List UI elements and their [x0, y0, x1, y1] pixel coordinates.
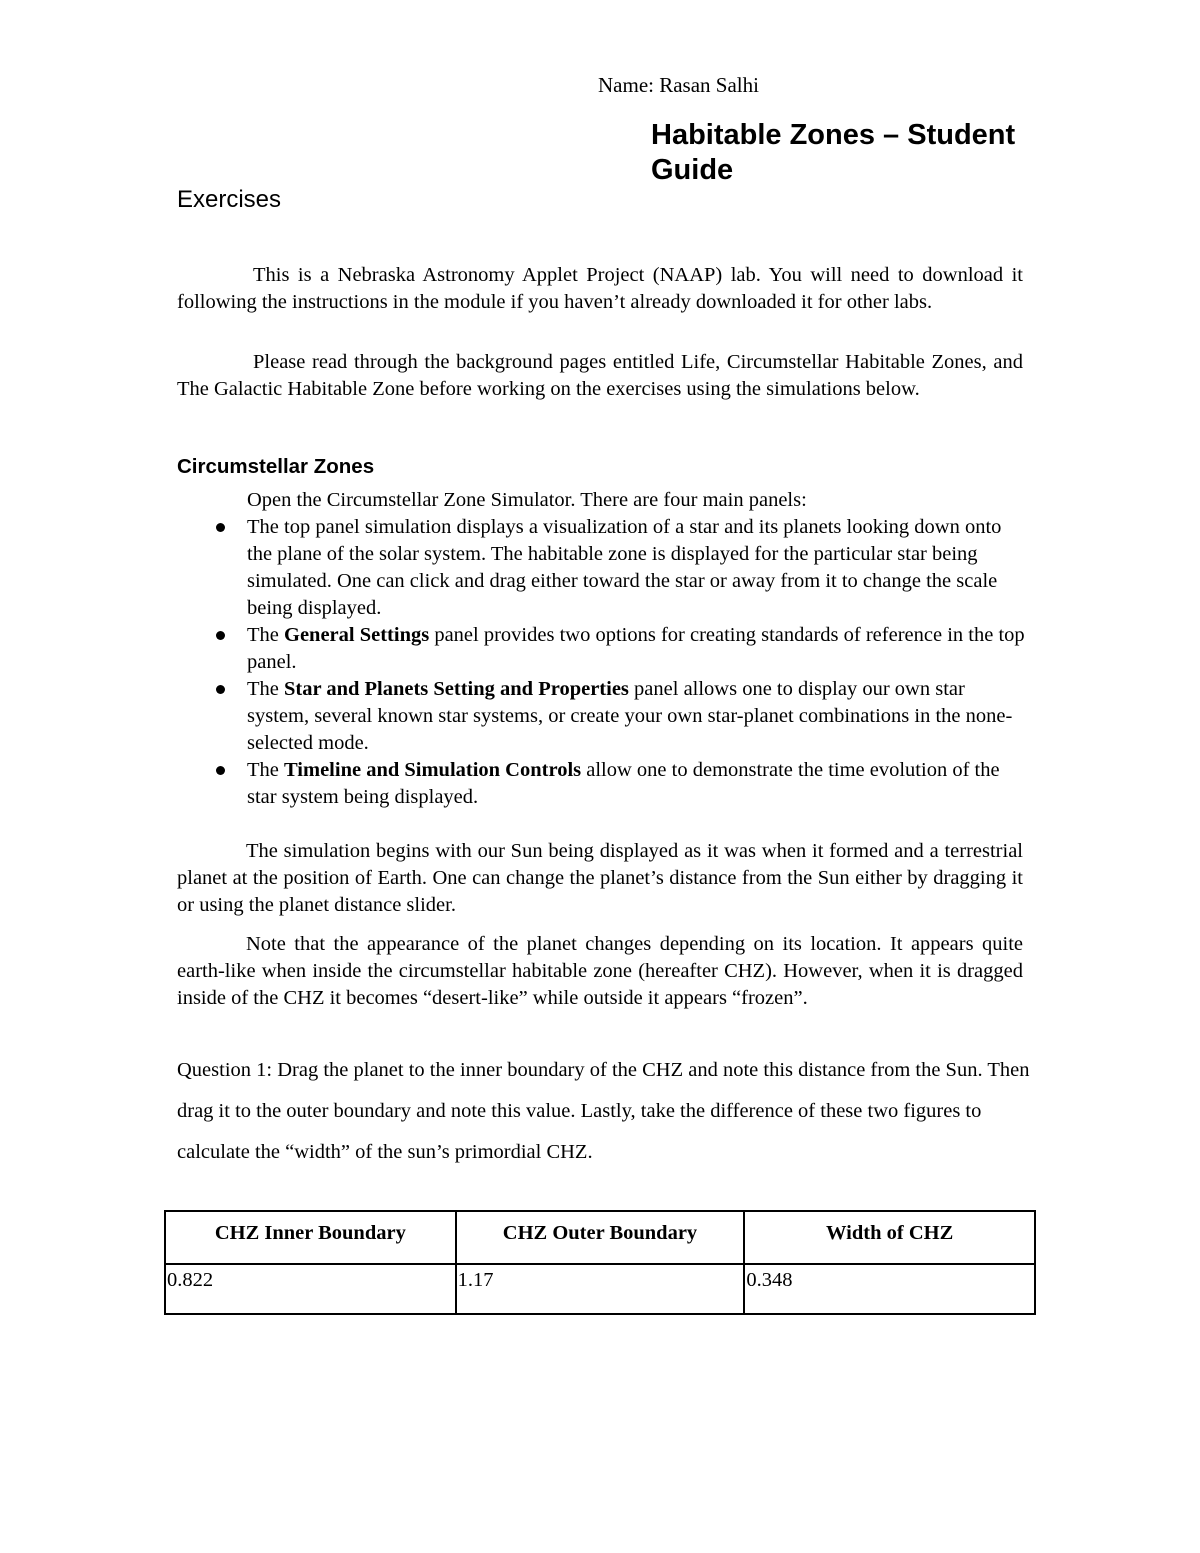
- table-cell-width[interactable]: 0.348: [744, 1264, 1035, 1314]
- bullet-text-pre: The: [247, 624, 284, 646]
- bullet-text-pre: The: [247, 678, 284, 700]
- panel-bullet-list: [247, 514, 1027, 811]
- bullet-text-post: allow one to demonstrate the time evolution of the star system being displayed.: [247, 759, 1000, 808]
- bullet-bold-term: General Settings: [284, 624, 430, 646]
- bullet-item-star-planets: [247, 676, 1027, 757]
- table-cell-inner-boundary[interactable]: 0.822: [165, 1264, 456, 1314]
- simulation-begins-paragraph: The simulation begins with our Sun being displayed as it was when it formed and a terrestrial planet at the position of Earth. One can change the planet’s distance from the Sun either by dragging it or using the planet distance slider.: [177, 840, 1023, 916]
- student-name-line: Name: Rasan Salhi: [598, 73, 759, 97]
- table-header-inner-boundary: CHZ Inner Boundary: [165, 1211, 456, 1264]
- bullet-item-general-settings: [247, 622, 1027, 676]
- table-row: [165, 1264, 1035, 1314]
- table-cell-outer-boundary[interactable]: 1.17: [456, 1264, 745, 1314]
- table-header-width: Width of CHZ: [744, 1211, 1035, 1264]
- simulator-intro-line: Open the Circumstellar Zone Simulator. There are four main panels:: [247, 489, 807, 511]
- table-header-outer-boundary: CHZ Outer Boundary: [456, 1211, 745, 1264]
- table-header-row: [165, 1211, 1035, 1264]
- bullet-text-post: panel allows one to display our own star system, several known star systems, or create your own star-planet combinations in the none-selected mode.: [247, 678, 1013, 754]
- planet-appearance-paragraph: Note that the appearance of the planet changes depending on its location. It appears quite earth-like when inside the circumstellar habitable zone (hereafter CHZ). However, when it is dragged inside of the CHZ it becomes “desert-like” while outside it appears “frozen”.: [177, 933, 1023, 1009]
- bullet-bold-term: Star and Planets Setting and Properties: [284, 678, 629, 700]
- chz-answer-table: [164, 1210, 1036, 1315]
- subheading-circumstellar-zones: Circumstellar Zones: [177, 455, 375, 478]
- bullet-text-pre: The: [247, 759, 284, 781]
- bullet-dot-icon: [216, 685, 225, 694]
- document-title: Habitable Zones – Student Guide: [651, 119, 1016, 186]
- intro-paragraph-naap: This is a Nebraska Astronomy Applet Project (NAAP) lab. You will need to download it following the instructions in the module if you haven’t already downloaded it for other labs.: [177, 264, 1023, 313]
- bullet-item-timeline: [247, 757, 1027, 811]
- bullet-text: The top panel simulation displays a visualization of a star and its planets looking down onto the plane of the solar system. The habitable zone is displayed for the particular star being simulated. One can click and drag either toward the star or away from it to change the scale being displayed.: [247, 516, 1002, 619]
- section-heading-exercises: Exercises: [177, 186, 282, 213]
- bullet-dot-icon: [216, 766, 225, 775]
- bullet-dot-icon: [216, 631, 225, 640]
- bullet-item-top-panel: [247, 514, 1027, 622]
- question-1: Question 1: Drag the planet to the inner boundary of the CHZ and note this distance from the Sun. Then drag it to the outer boundary and note this value. Lastly, take the difference of these two figures to calculate the “width” of the sun’s primordial CHZ.: [177, 1059, 1030, 1163]
- bullet-text-post: panel provides two options for creating standards of reference in the top panel.: [247, 624, 1025, 673]
- intro-paragraph-background: Please read through the background pages entitled Life, Circumstellar Habitable Zones, and The Galactic Habitable Zone before working on the exercises using the simulations below.: [177, 351, 1023, 400]
- bullet-bold-term: Timeline and Simulation Controls: [284, 759, 582, 781]
- bullet-dot-icon: [216, 523, 225, 532]
